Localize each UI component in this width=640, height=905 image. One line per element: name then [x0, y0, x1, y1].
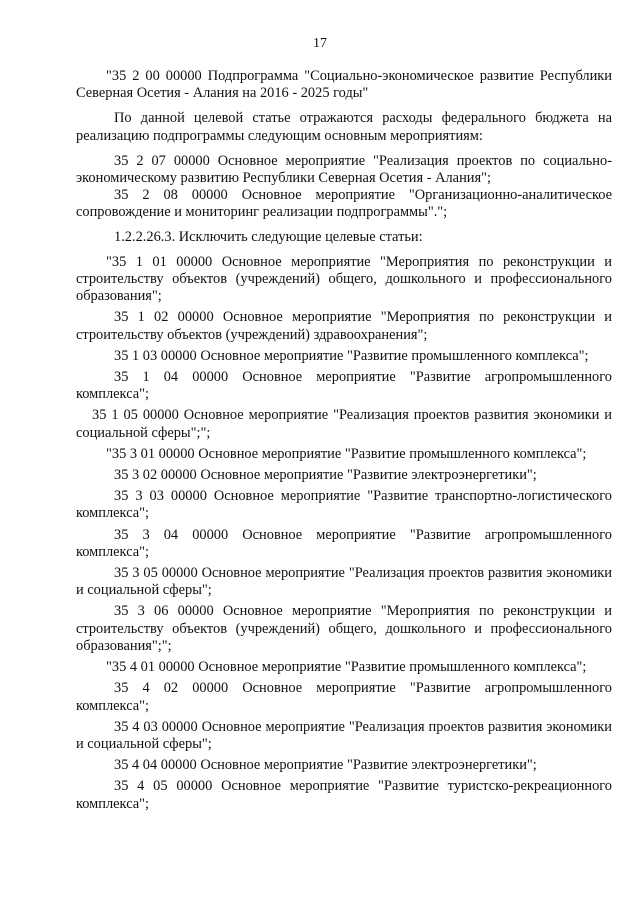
paragraph-item-35-4-01: "35 4 01 00000 Основное мероприятие "Развитие промышленного комплекса";: [106, 659, 587, 676]
paragraph-item-35-4-05: 35 4 05 00000 Основное мероприятие "Развитие туристско-рекреационного комплекса";: [76, 778, 612, 812]
paragraph-item-35-3-04: 35 3 04 00000 Основное мероприятие "Развитие агропромышленного комплекса";: [76, 526, 612, 560]
paragraph-item-35-1-02: 35 1 02 00000 Основное мероприятие "Мероприятия по реконструкции и строительству объектов (учреждений) здравоохранения";: [76, 309, 612, 343]
page-number: 17: [313, 36, 327, 51]
paragraph-item-35-1-01: "35 1 01 00000 Основное мероприятие "Мероприятия по реконструкции и строительству объектов (учреждений) общего, дошкольного и профессионального образования";: [76, 253, 612, 305]
paragraph-item-35-3-03: 35 3 03 00000 Основное мероприятие "Развитие транспортно-логистического комплекса";: [76, 488, 612, 522]
paragraph-item-35-4-02: 35 4 02 00000 Основное мероприятие "Развитие агропромышленного комплекса";: [76, 680, 612, 714]
paragraph-item-35-3-02: 35 3 02 00000 Основное мероприятие "Развитие электроэнергетики";: [114, 467, 537, 484]
paragraph-item-35-3-05: 35 3 05 00000 Основное мероприятие "Реализация проектов развития экономики и социальной сферы";: [76, 565, 612, 599]
paragraph-item-35-3-06: 35 3 06 00000 Основное мероприятие "Мероприятия по реконструкции и строительству объектов (учреждений) общего, дошкольного и профессионального образования";";: [76, 603, 612, 654]
paragraph-item-35-4-03: 35 4 03 00000 Основное мероприятие "Реализация проектов развития экономики и социальной сферы";: [76, 718, 612, 752]
paragraph-exclude-heading: 1.2.2.26.3. Исключить следующие целевые статьи:: [114, 228, 423, 245]
paragraph-item-35-1-05: 35 1 05 00000 Основное мероприятие "Реализация проектов развития экономики и социальной сферы";";: [76, 407, 612, 441]
paragraph-item-35-4-04: 35 4 04 00000 Основное мероприятие "Развитие электроэнергетики";: [114, 757, 537, 774]
subprogram-heading: "35 2 00 00000 Подпрограмма "Социально-экономическое развитие Республики Северная Осетия - Алания на 2016 - 2025 годы": [76, 68, 612, 102]
paragraph-expenses-description: По данной целевой статье отражаются расходы федерального бюджета на реализацию подпрограммы следующим основным мероприятиям:: [76, 110, 612, 144]
document-body: [76, 68, 612, 813]
paragraph-item-35-1-03: 35 1 03 00000 Основное мероприятие "Развитие промышленного комплекса";: [114, 347, 589, 364]
paragraph-item-35-2-07: 35 2 07 00000 Основное мероприятие "Реализация проектов по социально-экономическому развитию Республики Северная Осетия - Алания";: [76, 152, 612, 187]
paragraph-item-35-1-04: 35 1 04 00000 Основное мероприятие "Развитие агропромышленного комплекса";: [76, 369, 612, 403]
paragraph-item-35-3-01: "35 3 01 00000 Основное мероприятие "Развитие промышленного комплекса";: [106, 445, 587, 462]
paragraph-item-35-2-08: 35 2 08 00000 Основное мероприятие "Организационно-аналитическое сопровождение и мониторинг реализации подпрограммы".";: [76, 187, 612, 221]
